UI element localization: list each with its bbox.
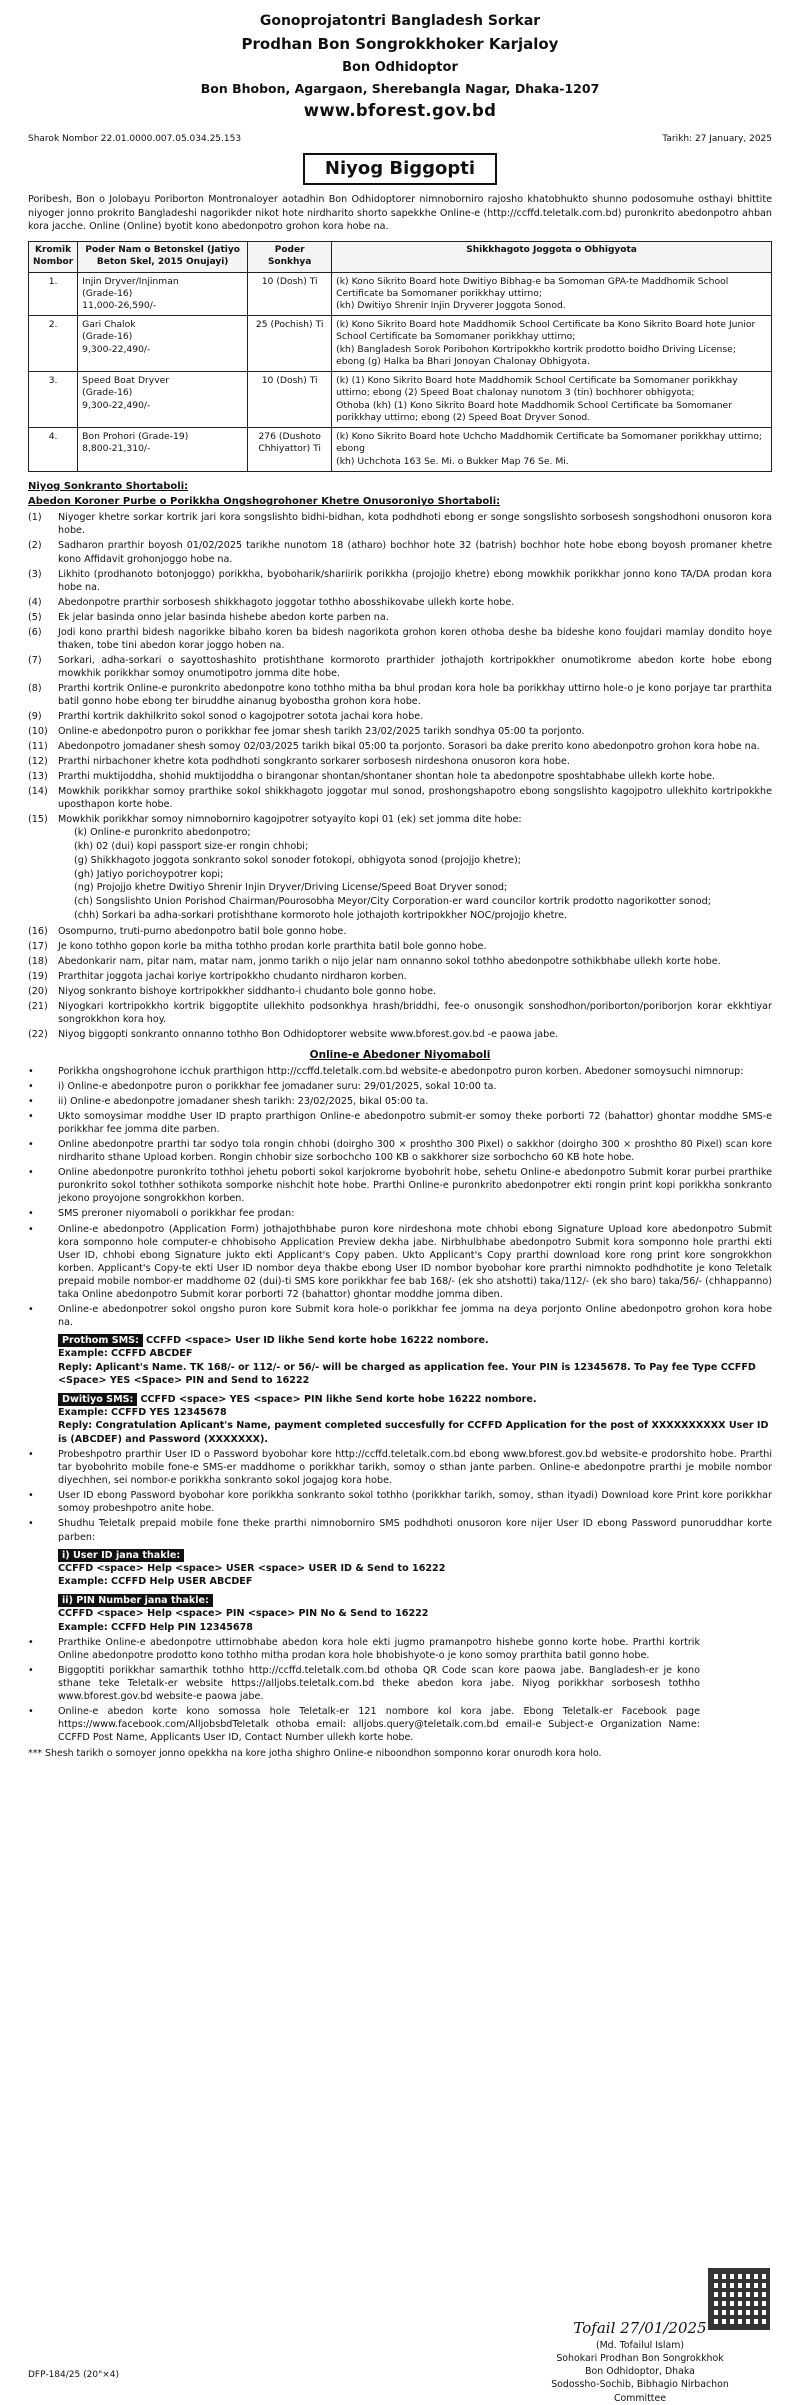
list-item xyxy=(28,1448,772,1487)
signatory-designation: Sohokari Prodhan Bon Songrokkhok xyxy=(556,2353,724,2365)
list-number: (17) xyxy=(28,940,48,952)
table-row: 3. Speed Boat Dryver (Grade-16) 9,300-22,490/- 10 (Dosh) Ti (k) (1) Kono Sikrito Board hote Maddhomik School Certificate ba Somomaner porikkhay uttirno; ebong (2) Speed Boat chalonay nunotom 3 (tin) bochhorer obhigyota; Othoba (kh) (1) Kono Sikrito Board hote Maddhomik School Certificate ba Somomaner porikkhay uttirno; ebong (2) Speed Boat Dryver Sonod. xyxy=(29,372,772,428)
bullet-icon: • xyxy=(28,1665,34,1677)
bullet-icon: • xyxy=(28,1303,34,1315)
table-row: 1. Injin Dryver/Injinman (Grade-16) 11,000-26,590/- 10 (Dosh) Ti (k) Kono Sikrito Board hote Dwitiyo Bibhag-e ba Somoman GPA-te Maddhomik School Certificate ba Somomaner porikkhay uttirno; (kh) Dwitiyo Shrenir Injin Dryverer Joggota Sonod. xyxy=(29,272,772,316)
list-item xyxy=(28,1517,772,1543)
list-text: Biggoptiti porikkhar samarthik tothho http://ccffd.teletalk.com.bd othoba QR Code scan kore paowa jabe. Bangladesh-er je kono sthane teke Teletalk-er website https://alljobs.teletalk.com.bd theke abedon kora jabe. Niyog porikkhar sorbosesh tothho www.bforest.gov.bd website-e paowa jabe. xyxy=(58,1665,700,1703)
list-text: Online-e abedonpotro (Application Form) jothajothbhabe puron kore nirdeshona mote chhobi ebong Signature Upload kore abedonpotro Submit kora somponno hole computer-e chhobisoho Application Preview dekha jabe. Nirbhulbhabe abedonpotro Submit kora somponno hole prarthi ekti User ID, chhobi ebong Signature jukto ekti Applicant's Copy paben. Ukto Applicant's Copy prarthi download kore rong print kore songrokkhon korben. Applicant's Copy-te ekti User ID nombor deya thakbe ebong User ID nombor byobohar kore prarthi nimnokto podhdhotite je kono Teletalk prepaid mobile nombor-er maddhome 02 (dui)-ti SMS kore porikkhar fee bab 168/- (ek sho atshotti) taka/112/- (ek sho baro) taka/56/- (chhappanno) taka Online abedonpotro Submit korar porborti 72 (bahattor) ghontar moddhe jomma diben. xyxy=(58,1223,772,1300)
conditions-list-b xyxy=(28,925,772,1041)
footnote: *** Shesh tarikh o somoyer jonno opekkha na kore jotha shighro Online-e niboondhon somponno korar onurodh kora holo. xyxy=(28,1748,602,1760)
recover-pin-tag: ii) PIN Number jana thakle: xyxy=(58,1594,213,1607)
list-item xyxy=(28,925,772,938)
list-item xyxy=(28,682,772,708)
list-number: (6) xyxy=(28,626,42,638)
sms1-example: Example: CCFFD ABCDEF xyxy=(58,1348,193,1360)
list-item xyxy=(28,1065,772,1078)
list-text: Probeshpotro prarthir User ID o Password byobohar kore http://ccffd.teletalk.com.bd ebong www.bforest.gov.bd website-e prodorshito hobe. Prarthi tar byobohrito mobile fone-e SMS-er maddhome o porikkhar tarikh, somoy o sthan jante parben. Online-e abedonpotre prarthi je mobile nombor diyechhen, sei nombor-e porikkha sonkranto sokol jogajog kora hobe. xyxy=(58,1449,772,1487)
recover-pin-example: Example: CCFFD Help PIN 12345678 xyxy=(58,1621,253,1633)
list-text: Ukto somoysimar moddhe User ID prapto prarthigon Online-e abedonpotro submit-er somoy theke porborti 72 (bahattor) ghontar moddhe SMS-e porikkhar fee jomma dite parben. xyxy=(58,1111,772,1136)
list-number: (21) xyxy=(28,1000,48,1012)
list-text: Jodi kono prarthi bidesh nagorikke bibaho koren ba bidesh nagorikota grohon koren othoba deshe ba bideshe kono foujdari mamlay dondito hoye thaken, tobe tini abedon korar joggo hoben na. xyxy=(58,626,772,651)
list-item xyxy=(28,1664,700,1703)
list-number: (8) xyxy=(28,682,42,694)
list-number: (12) xyxy=(28,756,48,768)
list-item xyxy=(74,882,772,895)
recover-user-block xyxy=(58,1546,772,1589)
list-text: (k) Online-e puronkrito abedonpotro; xyxy=(74,827,251,839)
list-item xyxy=(28,1166,772,1205)
address: Bon Bhobon, Agargaon, Sherebangla Nagar, Dhaka-1207 xyxy=(200,80,600,96)
list-text: Sorkari, adha-sorkari o sayottoshashito protishthane kormoroto prarthider jothajoth kortripokkher onumotikrome abedon korte hobe ebong mowkhik porikkhar somoy onumotipotro jomma dite hobe. xyxy=(58,654,772,679)
list-item xyxy=(28,813,772,826)
list-text: Niyog sonkranto bishoye kortripokkher siddhanto-i chudanto bole gonno hobe. xyxy=(58,985,437,997)
list-item xyxy=(28,1000,772,1026)
sms1-command: CCFFD <space> User ID likhe Send korte hobe 16222 nombore. xyxy=(145,1334,489,1346)
list-text: Abedonkarir nam, pitar nam, matar nam, jonmo tarikh o nijo jelar nam onnanno sokol tothho abedonpotre sothikbhabe ullekh korte hobe. xyxy=(58,955,721,967)
list-number: (13) xyxy=(28,771,48,783)
conditions-subtitle: Abedon Koroner Purbe o Porikkha Ongshogrohoner Khetre Onusoroniyo Shortaboli: xyxy=(28,496,501,508)
list-text: Prarthi muktijoddha, shohid muktijoddha o birangonar shontan/shontaner shontan hole ta abedonpotre sposhtabhabe ullekh korte hobe. xyxy=(58,771,716,783)
sms2-command: CCFFD <space> YES <space> PIN likhe Send korte hobe 16222 nombore. xyxy=(140,1393,537,1405)
conditions-title: Niyog Sonkranto Shortaboli: xyxy=(28,480,189,492)
list-item xyxy=(28,1080,772,1093)
list-text: Prarthi kortrik dakhilkrito sokol sonod o kagojpotrer sotota jachai kora hobe. xyxy=(58,711,424,723)
list-item xyxy=(74,855,772,868)
list-item xyxy=(74,841,772,854)
list-text: Prarthitar joggota jachai koriye kortripokkho chudanto nirdharon korben. xyxy=(58,970,407,982)
signature-scrawl: Tofail 27/01/2025 xyxy=(573,2319,707,2337)
sms1-tag: Prothom SMS: xyxy=(58,1334,143,1347)
list-number: (11) xyxy=(28,741,48,753)
recover-user-tag: i) User ID jana thakle: xyxy=(58,1549,184,1562)
dfp-code: DFP-184/25 (20"×4) xyxy=(28,2370,119,2380)
list-item xyxy=(28,970,772,983)
list-text: Online-e abedonpotro puron o porikkhar fee jomar shesh tarikh 23/02/2025 tarikh sondhya 05:00 ta porjonto. xyxy=(58,726,585,738)
sms2-reply: Reply: Congratulation Aplicant's Name, payment completed succesfully for CCFFD Application for the post of XXXXXXXXXX User ID is (ABCDEF) and Password (XXXXXXX). xyxy=(58,1420,769,1445)
list-text: (kh) 02 (dui) kopi passport size-er rongin chhobi; xyxy=(74,841,309,853)
bullet-icon: • xyxy=(28,1167,34,1179)
list-text: Online abedonpotre puronkrito tothhoi jehetu poborti sokol karjokrome byobohrit hobe, sehetu Online-e abedonpotro Submit korar purbei prarthike puronkrito sokol tothher sothikota somporke nishchit hote hobe. Prarthi Online-e puronkrito abedonpotrer ekti rongin print kopi porikkha sonkranto jekono proyojone songrokkhon korben. xyxy=(58,1167,772,1205)
notice-date: Tarikh: 27 January, 2025 xyxy=(662,134,772,145)
bullet-icon: • xyxy=(28,1065,34,1077)
list-text: Osompurno, truti-purno abedonpotro batil bole gonno hobe. xyxy=(58,925,347,937)
list-item xyxy=(28,1636,700,1662)
list-text: Likhito (prodhanoto botonjoggo) porikkha, byoboharik/shariirik porikkha (projojjo khetre) ebong mowkhik porikkhar jonno kono TA/DA prodan kora hobe na. xyxy=(58,568,772,593)
website-link[interactable]: www.bforest.gov.bd xyxy=(303,101,497,121)
list-item xyxy=(28,1705,700,1744)
col-post: Poder Nam o Betonskel (Jatiyo Beton Skel, 2015 Onujayi) xyxy=(78,241,248,272)
list-number: (15) xyxy=(28,814,48,826)
govt-name: Gonoprojatontri Bangladesh Sorkar xyxy=(259,13,541,29)
list-text: Mowkhik porikkhar somoy prarthike sokol shikkhagoto joggotar mul sonod, proshongshapotro ebong songslishto kagojpotro ullekhito kortripokkhe uposthapon korte hobe. xyxy=(58,786,772,811)
bullet-icon: • xyxy=(28,1449,34,1461)
list-text: Mowkhik porikkhar somoy nimnoborniro kagojpotrer sotyayito kopi 01 (ek) set jomma dite hobe: xyxy=(58,814,522,826)
list-item xyxy=(28,1110,772,1136)
list-number: (16) xyxy=(28,925,48,937)
sms-block-2 xyxy=(58,1390,772,1447)
list-item xyxy=(28,611,772,624)
list-item xyxy=(74,910,772,923)
list-number: (14) xyxy=(28,786,48,798)
table-row: 4. Bon Prohori (Grade-19) 8,800-21,310/- 276 (Dushoto Chhiyattor) Ti (k) Kono Sikrito Board hote Uchcho Maddhomik Certificate ba Somomaner porikkhay uttirno; ebong (kh) Uchchota 163 Se. Mi. o Bukker Map 76 Se. Mi. xyxy=(29,428,772,472)
list-text: Prarthike Online-e abedonpotre uttirnobhabe abedon kora hole ekti jugmo pramanpotro hishebe gonno korte hobe. Prarthi kortrik Online abedonpotre prodotto kono tothho mitha prodan kora hole bhobishyote-o je kono somoy prarthita batil gonno hobe. xyxy=(58,1637,700,1662)
conditions-list xyxy=(28,511,772,826)
list-text: Online-e abedonpotrer sokol ongsho puron kore Submit kora hole-o porikkhar fee jomma na deya porjonto Online abedonpotro grohon kora hobe na. xyxy=(58,1303,772,1328)
bullet-icon: • xyxy=(28,1139,34,1151)
intro-paragraph: Poribesh, Bon o Jolobayu Poriborton Montronaloyer aotadhin Bon Odhidoptorer nimnoborniro rajosho khatobhukto shunno podosomuhe osthayi bhittite niyoger jonno prokrito Bangladeshi nagorikder nikot hote nirdharito shorto sapekkhe Online-e (http://ccffd.teletalk.com.bd) puronkrito abedonpotro ahban kora jacche. Online (Online) byotit kono abedonpotro grohon kora hobe na. xyxy=(28,194,772,233)
bullet-icon: • xyxy=(28,1706,34,1718)
list-item xyxy=(28,770,772,783)
list-item xyxy=(28,740,772,753)
bullet-icon: • xyxy=(28,1223,34,1235)
list-number: (2) xyxy=(28,540,42,552)
list-item xyxy=(28,725,772,738)
list-text: (chh) Sorkari ba adha-sorkari protishthane kormoroto hole jothajoth kortripokkher NOC/projojjo khetre. xyxy=(74,909,568,921)
online-rules-list xyxy=(28,1065,772,1329)
list-text: (ng) Projojjo khetre Dwitiyo Shrenir Injin Dryver/Driving License/Speed Boat Dryver sonod; xyxy=(74,882,508,894)
letterhead xyxy=(28,12,772,122)
list-item xyxy=(28,511,772,537)
list-text: Prarthi nirbachoner khetre kota podhdhoti songkranto sorkarer sorbosesh nirdeshona onusoron kora hobe. xyxy=(58,756,570,768)
list-number: (4) xyxy=(28,596,42,608)
list-item xyxy=(28,1223,772,1301)
list-item xyxy=(28,710,772,723)
signatory-committee: Sodossho-Sochib, Bibhagio Nirbachon Committee xyxy=(551,2379,729,2404)
col-serial: Kromik Nombor xyxy=(29,241,78,272)
list-text: Je kono tothho gopon korle ba mitha tothho prodan korle prarthita batil bole gonno hobe. xyxy=(58,940,487,952)
sms1-reply: Reply: Aplicant's Name. TK 168/- or 112/- or 56/- will be charged as application fee. Your PIN is 12345678. To Pay fee Type CCFFD <Space> YES <Space> PIN and Send to 16222 xyxy=(58,1361,756,1387)
signatory-name: (Md. Tofailul Islam) xyxy=(595,2340,685,2351)
recover-pin-block xyxy=(58,1591,772,1634)
list-item xyxy=(28,539,772,565)
recover-user-example: Example: CCFFD Help USER ABCDEF xyxy=(58,1576,253,1588)
list-item xyxy=(74,896,772,909)
list-item xyxy=(28,1303,772,1329)
bullet-icon: • xyxy=(28,1490,34,1502)
list-text: Shudhu Teletalk prepaid mobile fone theke prarthi nimnoborniro SMS podhdhoti onusoron kore nijer User ID ebong Password punoruddhar korte parben: xyxy=(58,1518,772,1543)
list-number: (19) xyxy=(28,970,48,982)
notice-title: Niyog Biggopti xyxy=(303,153,497,185)
list-text: (gh) Jatiyo porichoypotrer kopi; xyxy=(74,868,224,880)
online-rules-list-b xyxy=(28,1448,772,1543)
list-text: Prarthi kortrik Online-e puronkrito abedonpotre kono tothho mitha ba bhul prodan kora hole ba porikkhay uttirno hole-o je kono porjaye tar prarthita batil gonno hobe ebong ter biruddhe ainanug byobostha grohon kora hobe. xyxy=(58,682,772,707)
list-number: (10) xyxy=(28,726,48,738)
list-text: SMS preroner niyomaboli o porikkhar fee prodan: xyxy=(58,1208,295,1220)
list-item xyxy=(28,785,772,811)
col-count: Poder Sonkhya xyxy=(248,241,332,272)
department-name: Bon Odhidoptor xyxy=(342,59,458,75)
signature-block xyxy=(530,2318,750,2405)
list-item xyxy=(74,827,772,840)
signatory-office: Bon Odhidoptor, Dhaka xyxy=(585,2366,695,2378)
list-number: (9) xyxy=(28,711,42,723)
bullet-icon: • xyxy=(28,1096,34,1108)
online-rules-list-c xyxy=(28,1636,772,1744)
list-text: Online-e abedon korte kono somossa hole Teletalk-er 121 nombore kol kora jabe. Ebong Teletalk-er Facebook page https://www.facebook.com/AlljobsbdTeletalk othoba email: alljobs.query@teletalk.com.bd email-e Subject-e Organization Name: CCFFD Post Name, Applicants User ID, Contact Number ullekh korte hobe. xyxy=(58,1706,700,1744)
sms2-example: Example: CCFFD YES 12345678 xyxy=(58,1406,227,1418)
recover-pin-command: CCFFD <space> Help <space> PIN <space> PIN No & Send to 16222 xyxy=(58,1608,429,1620)
list-item xyxy=(28,985,772,998)
list-number: (1) xyxy=(28,512,42,524)
bullet-icon: • xyxy=(28,1208,34,1220)
sms-block-1 xyxy=(58,1331,772,1388)
list-number: (3) xyxy=(28,568,42,580)
list-item xyxy=(28,568,772,594)
list-number: (7) xyxy=(28,654,42,666)
list-item xyxy=(28,1207,772,1220)
list-item xyxy=(28,955,772,968)
list-number: (18) xyxy=(28,955,48,967)
list-text: (ch) Songslishto Union Porishod Chairman/Pourosobha Meyor/City Corporation-er ward councilor kortrik prodotto nagorikotter sonod; xyxy=(74,896,711,908)
list-item xyxy=(28,1095,772,1108)
list-text: Niyogkari kortripokkho kortrik biggoptite ullekhito podsonkhya hrash/briddhi, fee-o onusongik sonshodhon/poriborton/poriborjon korar ekkhtiyar songrokkhon kora hoy. xyxy=(58,1000,772,1025)
bullet-icon: • xyxy=(28,1081,34,1093)
list-text: (g) Shikkhagoto joggota sonkranto sokol sonoder fotokopi, obhigyota sonod (projojjo khetre); xyxy=(74,854,521,866)
list-item xyxy=(28,654,772,680)
bullet-icon: • xyxy=(28,1518,34,1530)
list-text: i) Online-e abedonpotre puron o porikkhar fee jomadaner suru: 29/01/2025, sokal 10:00 ta. xyxy=(58,1081,497,1093)
bullet-icon: • xyxy=(28,1111,34,1123)
list-item xyxy=(28,1489,772,1515)
col-qualification: Shikkhagoto Joggota o Obhigyota xyxy=(332,241,772,272)
list-item xyxy=(28,626,772,652)
list-text: Abedonpotro jomadaner shesh somoy 02/03/2025 tarikh bikal 05:00 ta porjonto. Sorasori ba dake prerito kono abedonpotro grohon kora hobe na. xyxy=(58,741,760,753)
posts-table xyxy=(28,241,772,472)
list-text: ii) Online-e abedonpotre jomadaner shesh tarikh: 23/02/2025, bikal 05:00 ta. xyxy=(58,1096,429,1108)
list-text: Sadharon prarthir boyosh 01/02/2025 tarikhe nunotom 18 (atharo) bochhor hote 32 (batrish) bochhor hote hobe ebong boyosh promaner khetre kono Affidavit grohonjoggo hobe na. xyxy=(58,540,772,565)
list-item xyxy=(28,1138,772,1164)
table-header-row xyxy=(29,241,772,272)
list-item xyxy=(28,1028,772,1041)
documents-list xyxy=(28,827,772,922)
list-text: Ek jelar basinda onno jelar basinda hishebe abedon korte parben na. xyxy=(58,611,389,623)
list-item xyxy=(28,940,772,953)
table-row: 2. Gari Chalok (Grade-16) 9,300-22,490/- 25 (Pochish) Ti (k) Kono Sikrito Board hote Maddhomik School Certificate ba Kono Sikrito Board hote Junior School Certificate ba Somomaner porikkhay uttirno; (kh) Bangladesh Sorok Poribohon Kortripokkho kortrik prodotto boidho Driving License; ebong (g) Halka ba Bhari Jonoyan Chalonay Obhigyota. xyxy=(29,316,772,372)
list-text: Niyoger khetre sorkar kortrik jari kora songslishto bidhi-bidhan, kota podhdhoti ebong er songe songslishto sorbosesh songshodhoni onusoron kora hobe. xyxy=(58,512,772,537)
list-number: (22) xyxy=(28,1028,48,1040)
office-name: Prodhan Bon Songrokkhoker Karjaloy xyxy=(241,34,559,53)
list-number: (20) xyxy=(28,985,48,997)
list-text: Porikkha ongshogrohone icchuk prarthigon http://ccffd.teletalk.com.bd website-e abedonpotro puron korben. Abedoner somoysuchi nimnorup: xyxy=(58,1065,744,1077)
reference-row xyxy=(28,134,772,146)
list-item xyxy=(28,596,772,609)
recover-user-command: CCFFD <space> Help <space> USER <space> USER ID & Send to 16222 xyxy=(58,1563,446,1574)
list-number: (5) xyxy=(28,611,42,623)
memo-number: Sharok Nombor 22.01.0000.007.05.034.25.153 xyxy=(28,134,242,145)
list-text: User ID ebong Password byobohar kore porikkha sonkranto sokol tothho (porikkhar tarikh, somoy, sthan ityadi) Download kore Print kore porikkhar somoy probeshpotro anite hobe. xyxy=(58,1490,772,1515)
sms2-tag: Dwitiyo SMS: xyxy=(58,1393,137,1406)
list-text: Online abedonpotre prarthi tar sodyo tola rongin chhobi (doirgho 300 × proshtho 300 Pixel) o sakkhor (doirgho 300 × proshtho 80 Pixel) scan kore nirdharito sthane Upload korben. Rongin chhobir size sorbochcho 100 KB o sakkhorer size sorbochcho 60 KB hote hobe. xyxy=(58,1139,772,1164)
list-text: Abedonpotre prarthir sorbosesh shikkhagoto joggotar tothho abosshikovabe ullekh korte hobe. xyxy=(58,596,515,608)
online-rules-title: Online-e Abedoner Niyomaboli xyxy=(309,1049,491,1062)
list-text: Niyog biggopti sonkranto onnanno tothho Bon Odhidoptorer website www.bforest.gov.bd -e paowa jabe. xyxy=(58,1028,559,1040)
list-item xyxy=(74,869,772,882)
bullet-icon: • xyxy=(28,1637,34,1649)
list-item xyxy=(28,755,772,768)
